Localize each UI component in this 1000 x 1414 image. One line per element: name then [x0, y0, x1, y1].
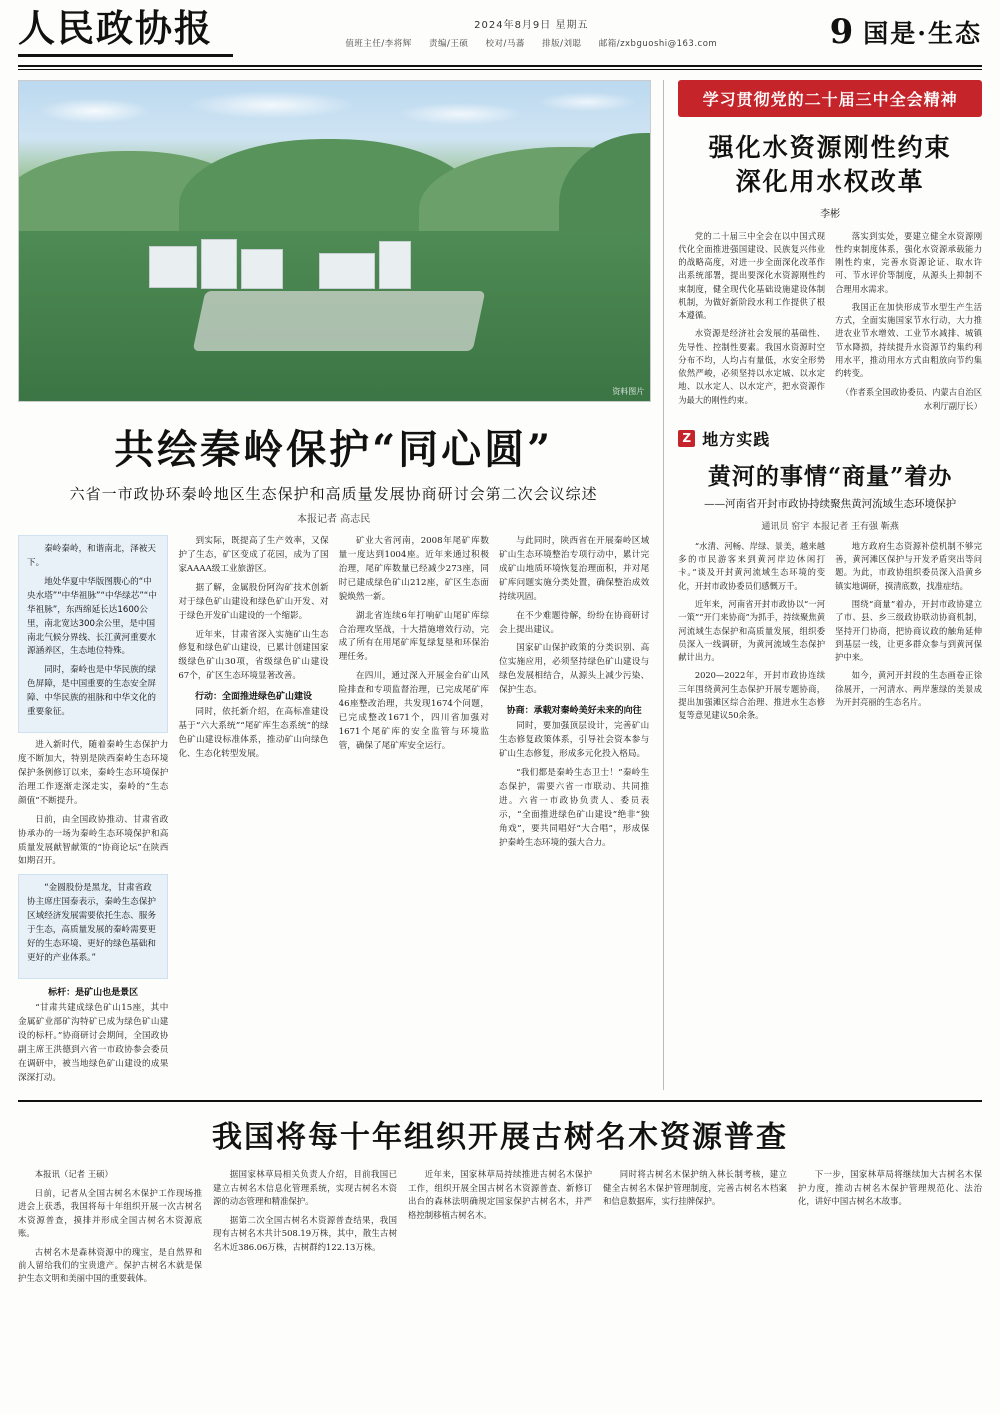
paragraph — [18, 1168, 202, 1181]
credit-duty-editor: 值班主任/李将辉 — [345, 39, 412, 49]
paragraph: 同时，要加强顶层设计，完善矿山生态修复政策体系，引导社会资本参与矿山生态修复，形成多元化投入格局。 — [498, 721, 650, 759]
page-number: 9 — [829, 12, 854, 52]
paragraph: 同时，依托新介绍，在高标准建设基于“六大系统”“尾矿库生态系统”的绿色矿山建设标准体系，推动矿山向绿色化、生态化转型发展。 — [178, 707, 329, 759]
right-article-author: 李彬 — [820, 208, 841, 220]
local-article-title: 黄河的事情“商量”着办 — [707, 462, 953, 490]
article-body — [18, 1002, 168, 1086]
bottom-column-4 — [603, 1168, 787, 1291]
article-body — [178, 706, 328, 762]
paragraph: 同时将古树名木保护纳入林长制考核，建立健全古树名木保护管理制度，完善古树名木档案和信息数据库，实行挂牌保护。 — [603, 1169, 787, 1207]
section-subtitle-2: 行动：全面推进绿色矿山建设 — [194, 692, 312, 703]
main-article-columns — [18, 535, 649, 1090]
credit-editor: 责编/王硕 — [428, 39, 469, 49]
bottom-column-1 — [18, 1168, 202, 1291]
paragraph: 日前，由全国政协推动、甘肃省政协承办的一场为秦岭生态环境保护和高质量发展献智献策的“协商论坛”在陕西如期召开。 — [18, 814, 169, 867]
article-column-2 — [178, 535, 328, 1090]
photo-sky — [19, 87, 650, 147]
paragraph: “水清、河畅、岸绿、景美，越来越多的市民游客来到黄河岸边休闲打卡。”谈及开封黄河流域生态环境的变化，开封市政协委员们感慨万千。 — [678, 540, 826, 591]
paper-name: 人民政协报 — [18, 6, 213, 50]
paragraph: 国家矿山保护政策的分类识别、高位实施应用，必须坚持绿色矿山建设与绿色发展相结合，从源头上减少污染、保护生态。 — [498, 643, 650, 696]
photo-building — [201, 239, 237, 289]
paragraph: 围绕“商量”着办，开封市政协建立了市、县、乡三级政协联动协商机制，坚持开门协商，把协商议政的触角延伸到基层一线，让更多群众参与到黄河保护中来。 — [835, 599, 982, 663]
local-practice-header — [678, 427, 982, 450]
local-article-columns — [678, 540, 982, 727]
paragraph: 如今，黄河开封段的生态画卷正徐徐展开，一河清水、两岸葱绿的美景成为开封亮丽的生态名片。 — [835, 670, 982, 707]
lead-paragraph: 秦岭秦岭，和谐南北，泽被天下。 — [27, 544, 156, 568]
lead-paragraph: 地处华夏中华版图腹心的“中央水塔”“中华祖脉”“中华绿芯”“中华祖脉”，东西绵延长达1600公里，南北宽达300余公里，是中国南北气候分界线、长江黄河重要水源涵养区，生态地位特殊。 — [27, 576, 157, 657]
paragraph: 据国家林草局相关负责人介绍，目前我国已建立古树名木信息化管理系统，实现古树名木资源的动态管理和精准保护。 — [213, 1169, 397, 1207]
local-article-byline: 通讯员 窑宇 本报记者 王有强 靳燕 — [761, 521, 899, 532]
pullquote: “金圆股份是黑龙，甘肃省政协主席庄国泰表示，秦岭生态保护区域经济发展需要依托生态、服务于生态，高质量发展的秦岭需要更好的生态环境、更好的绿色基础和更好的产业体系。” — [27, 883, 156, 963]
article-body — [18, 739, 168, 869]
photo-building — [319, 253, 375, 289]
paragraph: 2020—2022年，开封市政协连续三年围绕黄河生态保护开展专题协商，提出加强滩区综合治理、推进水生态修复等意见建议50余条。 — [678, 670, 826, 721]
article-body — [499, 535, 649, 698]
section-title: 国是·生态 — [863, 19, 982, 48]
bottom-divider — [18, 1100, 982, 1102]
paragraph: 水资源是经济社会发展的基础性、先导性、控制性要素。我国水资源时空分布不均，人均占有量低，水安全形势依然严峻，必须坚持以水定城、以水定地、以水定人、以水定产，把水资源作为最大的刚性约束。 — [678, 328, 826, 405]
right-article-title — [678, 131, 982, 199]
paragraph: 我国正在加快形成节水型生产生活方式，全面实施国家节水行动，大力推进农业节水增效、工业节水减排、城镇节水降损，持续提升水资源节约集约利用水平，推动用水方式由粗放向节约集约转变。 — [835, 301, 982, 379]
photo-road — [193, 291, 486, 351]
masthead-center — [233, 10, 830, 49]
bottom-byline: 本报讯（记者 王硕） — [34, 1169, 113, 1180]
paragraph: 近年来，河南省开封市政协以“一河一策”“开门来协商”为抓手，持续聚焦黄河流域生态保护和高质量发展，组织委员深入一线调研，为黄河流域生态保护献计出力。 — [678, 599, 826, 663]
lead-paragraph: 同时，秦岭也是中华民族的绿色屏障，是中国重要的生态安全屏障、中华民族的祖脉和中华文化的重要象征。 — [27, 665, 156, 718]
header-divider-thin — [18, 69, 982, 70]
left-column — [18, 80, 649, 1090]
page-title: 共绘秦岭保护“同心圆” — [114, 426, 554, 473]
study-banner: 学习贯彻党的二十届三中全会精神 — [678, 80, 982, 117]
paragraph: “我们都是秦岭生态卫士！”秦岭生态保护，需要六省一市联动、共同推进。六省一市政协负责人、委员表示，“全面推进绿色矿山建设”绝非“独角戏”，要共同唱好“大合唱”，形成保护秦岭生态环境的强大合力。 — [498, 767, 650, 848]
local-column-1 — [678, 540, 825, 727]
paragraph: 在不少难题待解，纷纷在协商研讨会上提出建议。 — [498, 610, 650, 635]
paragraph: 据第二次全国古树名木资源普查结果，我国现有古树名木共计508.19万株，其中，散生古树名木近386.06万株，古树群约122.13万株。 — [213, 1214, 397, 1252]
section-subtitle-3: 协商：承载对秦岭美好未来的向往 — [506, 706, 642, 717]
paragraph: 湖北省连续6年打响矿山尾矿库综合治理攻坚战，十大措施增效行动，完成了所有在用尾矿库复绿复垦和环保治理任务。 — [338, 610, 489, 663]
article-body — [339, 535, 489, 754]
local-article-subtitle: ——河南省开封市政协持续聚焦黄河流域生态环境保护 — [704, 497, 957, 510]
bottom-column-2 — [213, 1168, 397, 1291]
paragraph: 矿业大省河南，2008年尾矿库数量一度达到1004座。近年来通过积极治理，尾矿库数量已经减少273座，同时已建成绿色矿山212座，矿区生态面貌焕然一新。 — [338, 536, 489, 602]
author-affiliation: （作者系全国政协委员、内蒙古自治区水利厅副厅长） — [840, 387, 982, 411]
paragraph: “甘肃共建成绿色矿山15座，其中金属矿业部矿沟特矿已成为绿色矿山建设的标杆。”协商研讨会期间，全国政协副主席王洪德到六省一市政协参会委员在调研中，被当地绿色矿山建设的成果深深打动。 — [18, 1002, 169, 1083]
article-column-3 — [339, 535, 489, 1090]
paragraph: 与此同时，陕西省在开展秦岭区域矿山生态环境整治专项行动中，累计完成矿山地质环境恢复治理面积，并对尾矿库问题实施分类处置，确保整治成效持续巩固。 — [498, 536, 650, 602]
pullquote-box — [18, 874, 168, 979]
bottom-article-columns — [18, 1168, 982, 1291]
bottom-column-5 — [798, 1168, 982, 1291]
photo-building — [149, 246, 197, 288]
right-column-1 — [678, 230, 825, 413]
bottom-article-title: 我国将每十年组织开展古树名木资源普查 — [212, 1120, 788, 1156]
article-lead — [18, 535, 168, 733]
photo-building — [241, 249, 283, 289]
paragraph: 据了解，金属股份阿沟矿技术创新对于绿色矿山建设和绿色矿山开发、对于绿色开发矿山建设的一个缩影。 — [178, 582, 329, 621]
paragraph: 党的二十届三中全会在以中国式现代化全面推进强国建设、民族复兴伟业的战略高度，对进一步全面深化改革作出系统部署，提出要深化水资源刚性约束制度，健全现代化基础设施建设体制机制，为做好新阶段水利工作提供了根本遵循。 — [678, 230, 826, 321]
right-article-columns — [678, 230, 982, 413]
credit-proofreader: 校对/马蕃 — [485, 39, 525, 49]
article-body — [178, 535, 328, 684]
masthead — [18, 0, 982, 63]
paragraph: 地方政府生态资源补偿机制不够完善，黄河滩区保护与开发矛盾突出等问题。为此，市政协组织委员深入沿黄乡镇实地调研，摸清底数，找准症结。 — [835, 540, 982, 591]
header-divider — [18, 65, 982, 67]
section-subtitle-1: 标杆：是矿山也是景区 — [48, 987, 139, 998]
credit-email: 邮箱/zxbguoshi@163.com — [598, 39, 718, 49]
right-column — [663, 80, 982, 1090]
paragraph: 近年来，国家林草局持续推进古树名木保护工作，组织开展全国古树名木资源普查、新修订出台的森林法明确规定国家保护古树名木，并严格控制移植古树名木。 — [408, 1169, 592, 1220]
masthead-rule — [18, 54, 233, 57]
article-byline: 本报记者 高志民 — [297, 514, 371, 525]
masthead-left — [18, 6, 233, 57]
article-subhead: 六省一市政协环秦岭地区生态保护和高质量发展协商研讨会第二次会议综述 — [69, 485, 598, 503]
article-body — [499, 720, 649, 850]
bottom-column-3 — [408, 1168, 592, 1291]
bottom-article — [18, 1112, 982, 1291]
paragraph: 进入新时代，随着秦岭生态保护力度不断加大，特别是陕西秦岭生态环境保护条例修订以来，秦岭生态环境保护治理工作逐渐走深走实，秦岭的“生态颜值”不断提升。 — [18, 740, 169, 806]
photo-building — [379, 241, 411, 289]
credit-layout: 排版/刘聪 — [542, 39, 582, 49]
article-column-1 — [18, 535, 168, 1090]
paragraph: 在四川，通过深入开展金台矿山风险排查和专项监督治理，已完成尾矿库46座整改治理，共发现1674个问题，已完成整改1671个，四川省加强对1671个尾矿库的安全监管与环境监管，确保了尾矿库安全运行。 — [338, 671, 489, 751]
photo-caption: 资料图片 — [612, 387, 645, 396]
paragraph: 到实际，既提高了生产效率，又保护了生态，矿区变成了花园，成为了国家AAAA级工业旅游区。 — [178, 536, 329, 574]
right-title-line2: 深化用水权改革 — [735, 166, 925, 196]
paragraph: 日前，记者从全国古树名木保护工作现场推进会上获悉，我国将每十年组织开展一次古树名木资源普查，摸排并形成全国古树名木资源底账。 — [18, 1187, 202, 1239]
right-title-line1: 强化水资源刚性约束 — [708, 133, 952, 162]
right-column-2 — [835, 230, 982, 413]
local-column-2 — [835, 540, 982, 727]
credits-line — [233, 37, 830, 49]
paragraph: 古树名木是森林资源中的瑰宝，是自然界和前人留给我们的宝贵遗产。保护古树名木就是保护生态文明和美丽中国的重要载体。 — [18, 1246, 202, 1284]
page-body — [18, 80, 982, 1090]
paragraph: 近年来，甘肃省深入实施矿山生态修复和绿色矿山建设，已累计创建国家级绿色矿山30项，省级绿色矿山建设67个，矿区生态环境显著改善。 — [178, 629, 329, 682]
paragraph: 下一步，国家林草局将继续加大古树名木保护力度，推动古树名木保护管理规范化、法治化，讲好中国古树名木故事。 — [798, 1169, 982, 1207]
local-practice-label: 地方实践 — [702, 429, 771, 449]
masthead-right — [830, 10, 982, 52]
z-mark-icon: Z — [678, 430, 695, 447]
article-column-4 — [499, 535, 649, 1090]
paragraph: 落实到实处，要建立健全水资源刚性约束制度体系，强化水资源承载能力刚性约束，完善水资源论证、取水许可、节水评价等制度，从源头上抑制不合理用水需求。 — [835, 230, 982, 294]
lead-photo — [18, 80, 651, 402]
publication-date: 2024年8月9日 星期五 — [474, 20, 589, 31]
